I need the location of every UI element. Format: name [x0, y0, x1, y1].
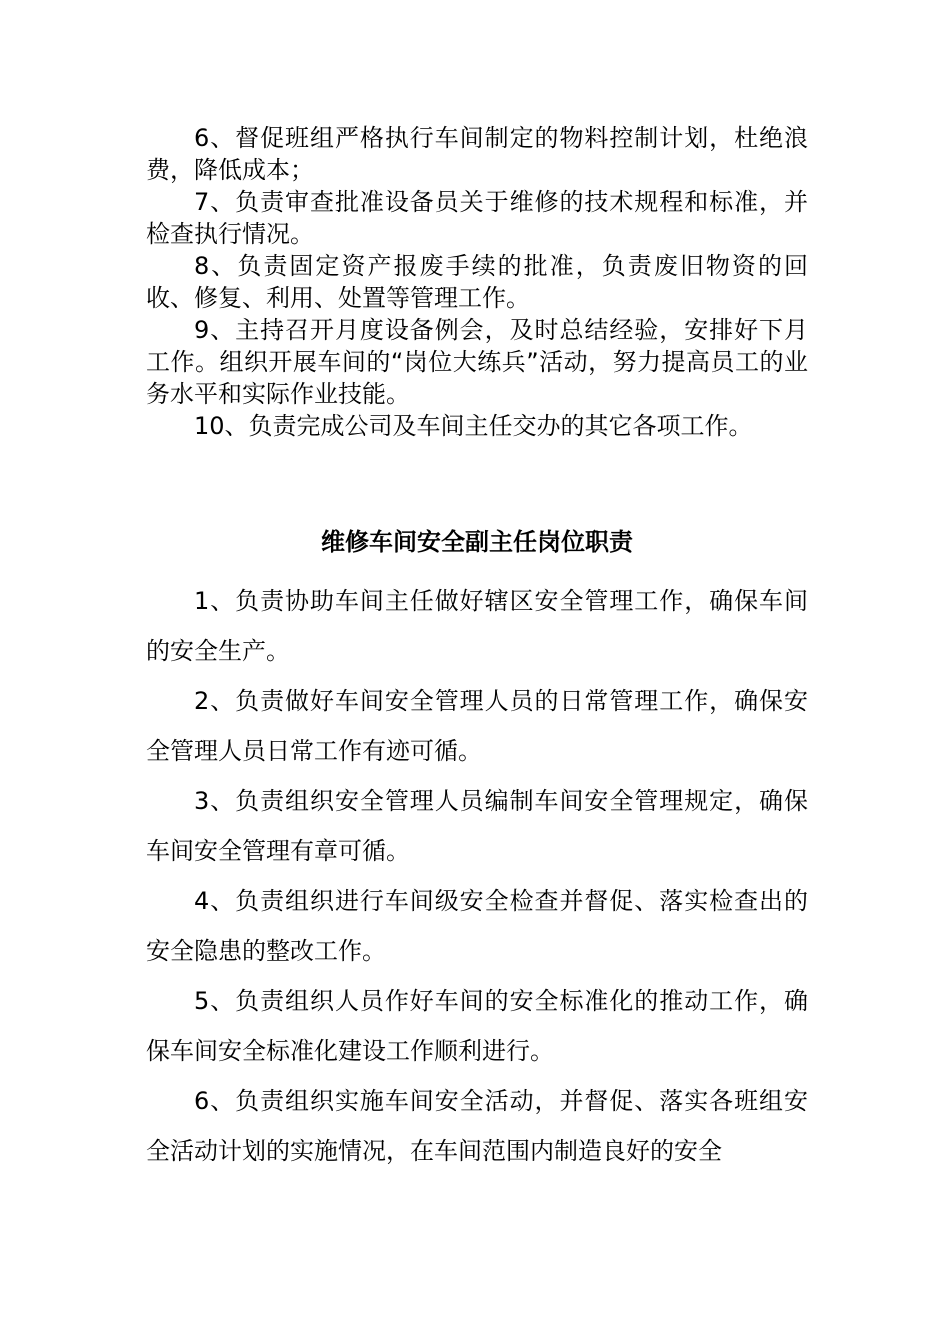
duty-item: 5、负责组织人员作好车间的安全标准化的推动工作，确保车间安全标准化建设工作顺利进行。	[146, 987, 808, 1065]
section-safety-deputy-duties	[146, 576, 808, 1176]
duty-item: 6、负责组织实施车间安全活动，并督促、落实各班组安全活动计划的实施情况，在车间范围内制造良好的安全	[146, 1087, 808, 1165]
duty-item: 1、负责协助车间主任做好辖区安全管理工作，确保车间的安全生产。	[146, 587, 808, 665]
duty-item: 9、主持召开月度设备例会，及时总结经验，安排好下月工作。组织开展车间的“岗位大练兵”活动，努力提高员工的业务水平和实际作业技能。	[146, 316, 808, 408]
duty-item: 7、负责审查批准设备员关于维修的技术规程和标准，并检查执行情况。	[146, 188, 808, 248]
duty-item: 6、督促班组严格执行车间制定的物料控制计划，杜绝浪费，降低成本；	[146, 124, 808, 184]
duty-item: 3、负责组织安全管理人员编制车间安全管理规定，确保车间安全管理有章可循。	[146, 787, 808, 865]
duty-item: 2、负责做好车间安全管理人员的日常管理工作，确保安全管理人员日常工作有迹可循。	[146, 687, 808, 765]
section-previous-duties	[146, 122, 808, 442]
duty-item: 8、负责固定资产报废手续的批准，负责废旧物资的回收、修复、利用、处置等管理工作。	[146, 252, 808, 312]
duty-item: 4、负责组织进行车间级安全检查并督促、落实检查出的安全隐患的整改工作。	[146, 887, 808, 965]
document-content	[146, 122, 808, 1176]
section-title: 维修车间安全副主任岗位职责	[321, 528, 633, 556]
duty-item: 10、负责完成公司及车间主任交办的其它各项工作。	[194, 412, 753, 440]
